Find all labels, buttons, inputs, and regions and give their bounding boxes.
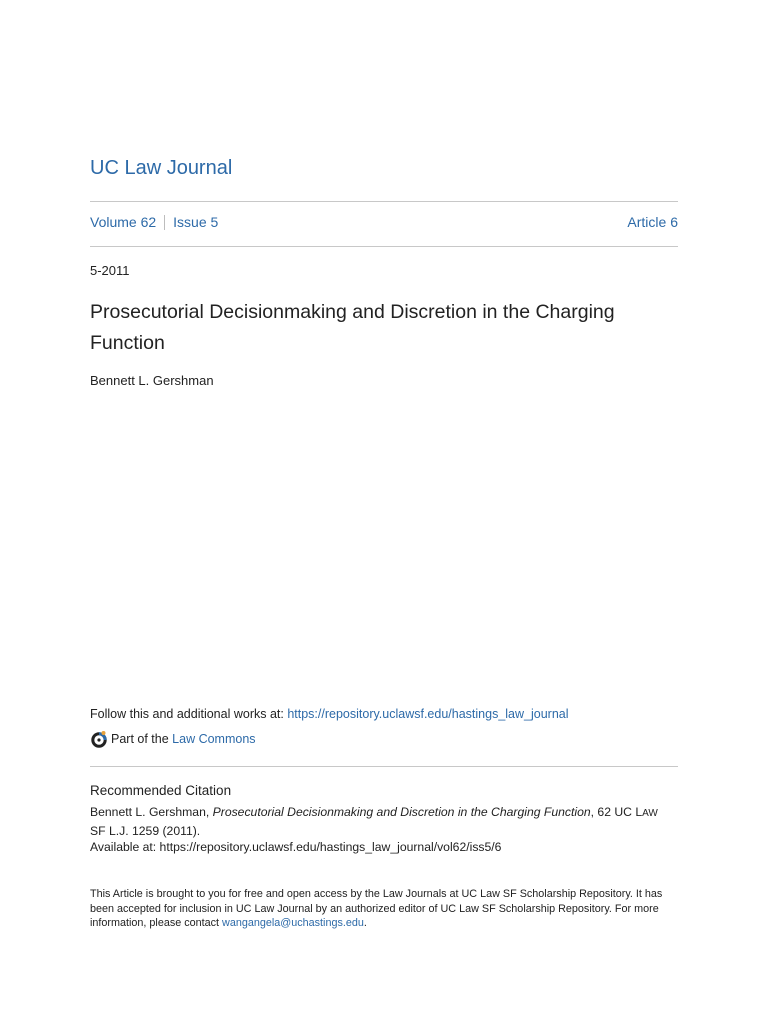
- commons-network-icon: [90, 730, 108, 748]
- citation-smallcap: AW: [642, 808, 658, 819]
- follow-line: [90, 707, 569, 721]
- citation-title: Prosecutorial Decisionmaking and Discretion in the Charging Function: [212, 805, 591, 819]
- citation-line-1: [90, 804, 678, 823]
- repository-link[interactable]: https://repository.uclawsf.edu/hastings_law_journal: [287, 707, 569, 721]
- contact-email-link[interactable]: wangangela@uchastings.edu: [222, 917, 364, 929]
- article-title: Prosecutorial Decisionmaking and Discretion in the Charging Function: [90, 301, 615, 354]
- publication-date: 5-2011: [90, 263, 130, 278]
- part-of-line: [90, 730, 256, 748]
- divider-top: [90, 201, 678, 202]
- divider-issue: [90, 246, 678, 247]
- issue-link[interactable]: Issue 5: [173, 214, 219, 230]
- issue-separator: [164, 215, 165, 230]
- citation-author: Bennett L. Gershman,: [90, 805, 213, 819]
- citation-body: [90, 804, 678, 856]
- article-author: Bennett L. Gershman: [90, 373, 214, 388]
- law-commons-link[interactable]: Law Commons: [172, 732, 256, 746]
- citation-heading: Recommended Citation: [90, 783, 232, 798]
- issue-bar: [90, 214, 678, 230]
- footer-text: This Article is brought to you for free and open access by the Law Journals at UC Law SF Scholarship Repository. It has been accepted for inclusion in UC Law Journal by an authorized editor of UC Law SF Scholarship Repository. For more information, please contact: [90, 888, 663, 929]
- follow-label: Follow this and additional works at:: [90, 707, 288, 721]
- divider-citation: [90, 766, 678, 767]
- part-of-label: Part of the: [111, 732, 169, 746]
- footer-notice: [90, 887, 678, 931]
- citation-available-at: Available at: https://repository.uclawsf.edu/hastings_law_journal/vol62/iss5/6: [90, 840, 502, 854]
- citation-volume: , 62 UC L: [590, 805, 643, 819]
- footer-end: .: [363, 917, 367, 929]
- citation-line-2: SF L.J. 1259 (2011).: [90, 823, 201, 838]
- volume-link[interactable]: Volume 62: [90, 214, 157, 230]
- journal-title-link[interactable]: UC Law Journal: [90, 157, 233, 179]
- article-link[interactable]: Article 6: [627, 214, 678, 230]
